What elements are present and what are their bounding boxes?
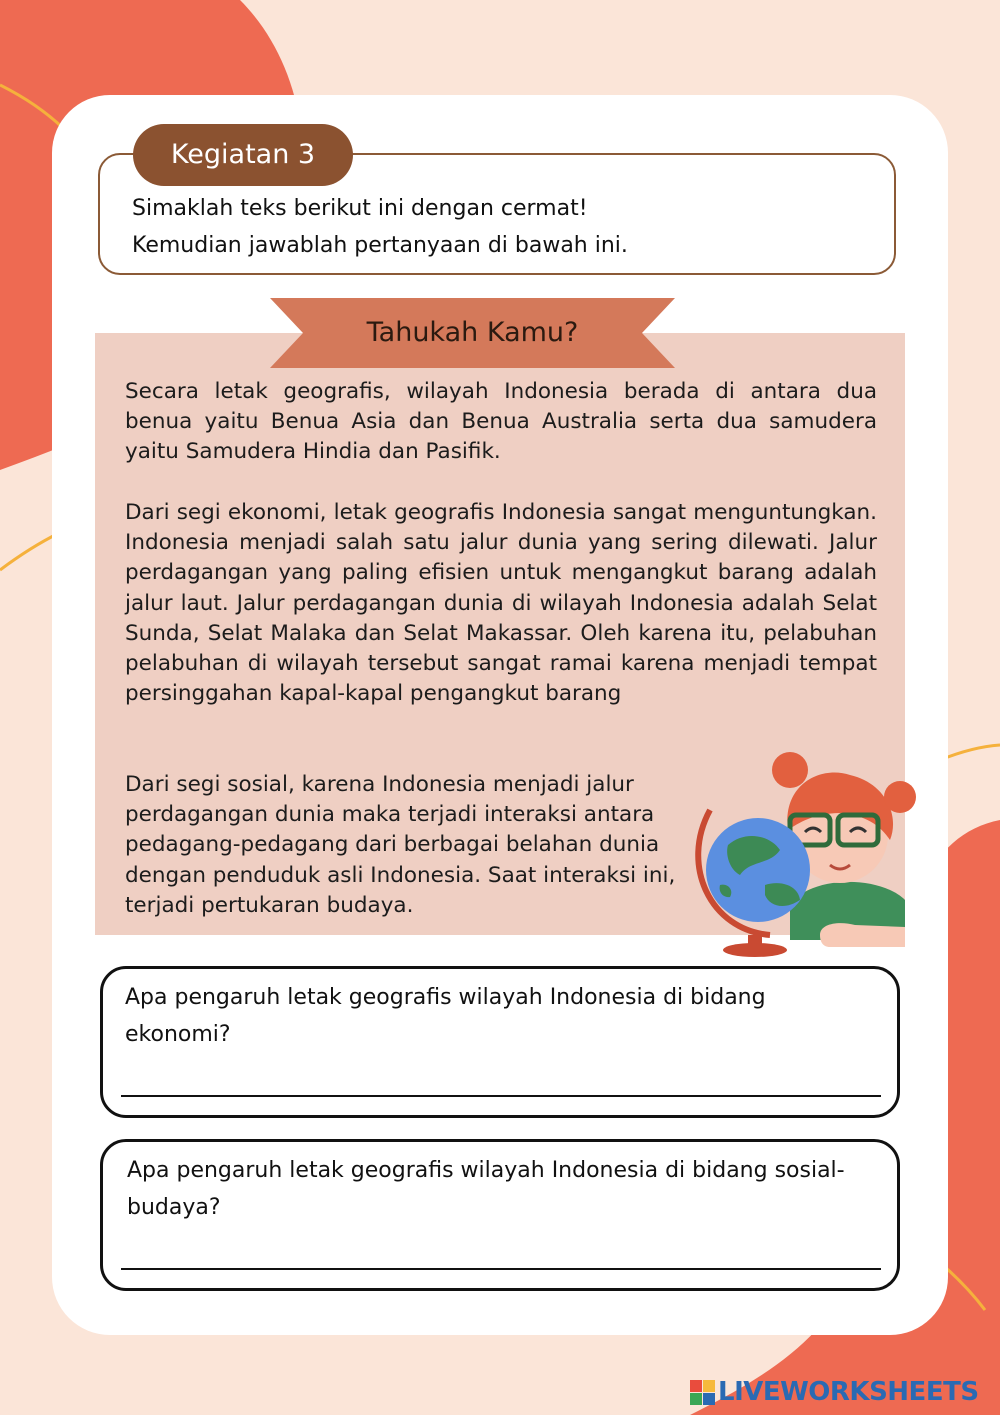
question-box-1 [100, 966, 900, 1118]
info-paragraph-social: Dari segi sosial, karena Indonesia menjadi jalur perdagangan dunia maka terjadi interaksi antara pedagang-pedagang dari berbagai belahan dunia dengan penduduk asli Indonesia. Saat interaksi ini, terjadi pertukaran budaya. [125, 772, 676, 918]
question-box-2 [100, 1139, 900, 1291]
answer-field-1[interactable] [121, 1095, 881, 1097]
instruction-line-2: Kemudian jawablah pertanyaan di bawah ini. [132, 233, 628, 258]
child-with-globe-illustration [690, 735, 930, 960]
answer-field-2[interactable] [121, 1268, 881, 1270]
instruction-line-1: Simaklah teks berikut ini dengan cermat! [132, 196, 588, 221]
info-title: Tahukah Kamu? [366, 317, 579, 348]
logo-icon [690, 1380, 715, 1405]
brand-name: LIVEWORKSHEETS [718, 1377, 979, 1407]
question-1-text: Apa pengaruh letak geografis wilayah Indonesia di bidang ekonomi? [125, 985, 766, 1047]
liveworksheets-logo[interactable] [690, 1372, 979, 1412]
activity-badge: Kegiatan 3 [133, 124, 353, 186]
info-paragraph-economy: Dari segi ekonomi, letak geografis Indonesia sangat menguntungkan. Indonesia menjadi salah satu jalur dunia yang sering dilewati. Jalur perdagangan yang paling efisien untuk mengangkut barang adalah jalur laut. Jalur perdagangan dunia di wilayah Indonesia adalah Selat Sunda, Selat Malaka dan Selat Makassar. Oleh karena itu, pelabuhan pelabuhan di wilayah tersebut sangat ramai karena menjadi tempat persinggahan kapal-kapal pengangkut barang [125, 500, 877, 707]
info-paragraph-geography: Secara letak geografis, wilayah Indonesia berada di antara dua benua yaitu Benua Asia dan Benua Australia serta dua samudera yaitu Samudera Hindia dan Pasifik. [125, 379, 877, 465]
question-2-text: Apa pengaruh letak geografis wilayah Indonesia di bidang sosial-budaya? [127, 1158, 845, 1220]
